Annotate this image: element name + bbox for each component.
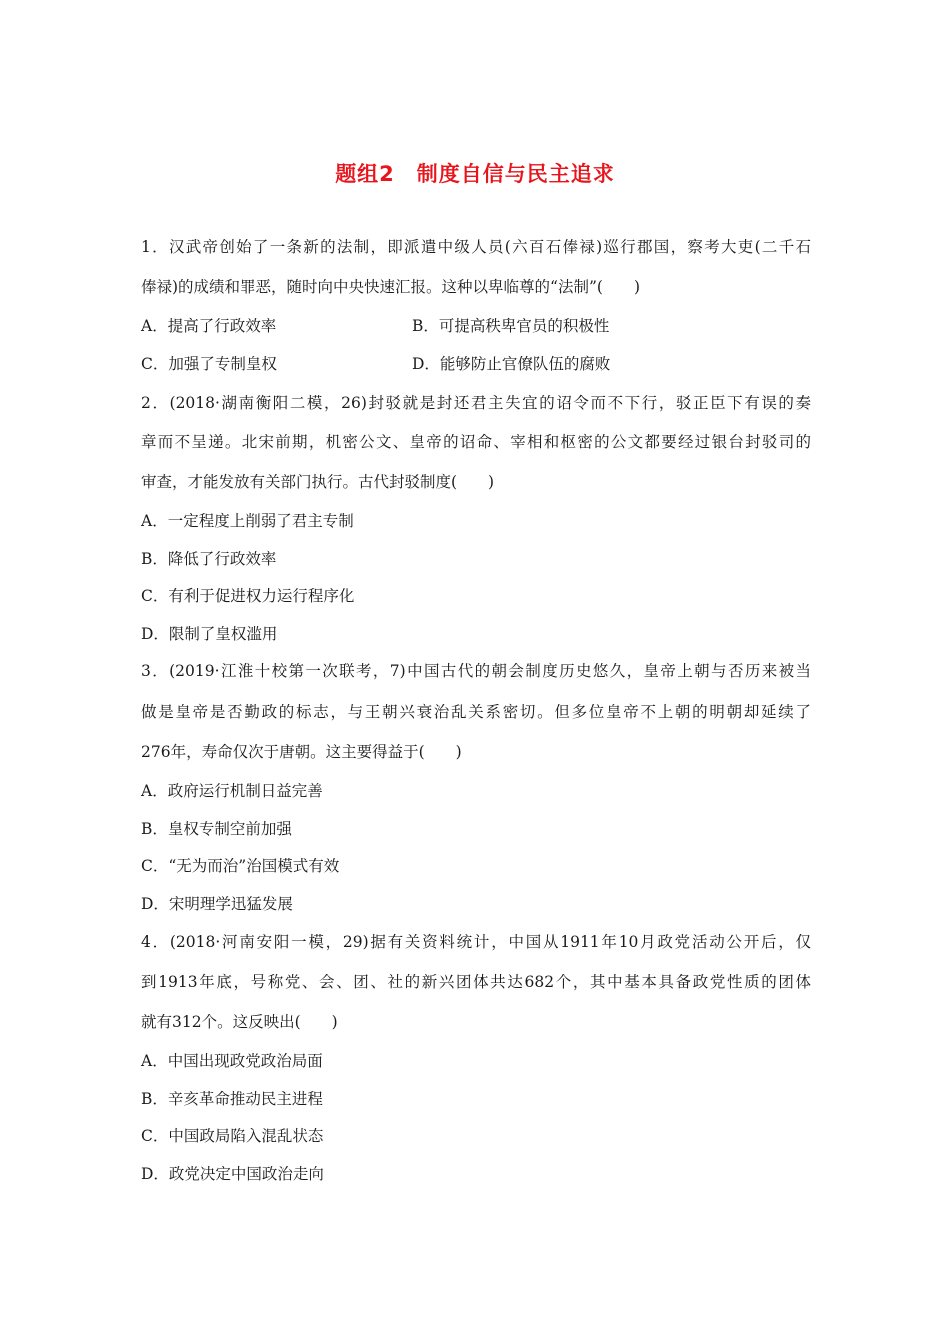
question-4-option-a: A．中国出现政党政治局面: [141, 1052, 323, 1070]
question-1-stem-line-1: 1．汉武帝创始了一条新的法制，即派遣中级人员(六百石俸禄)巡行郡国，察考大吏(二千石: [141, 238, 811, 256]
question-4-stem-line-2: 到1913年底，号称党、会、团、社的新兴团体共达682个，其中基本具备政党性质的团体: [141, 973, 811, 991]
question-1-stem-line-2: 俸禄)的成绩和罪恶，随时向中央快速汇报。这种以卑临尊的“法制”( ): [141, 278, 640, 296]
question-2-option-d: D．限制了皇权滥用: [141, 625, 278, 643]
question-3-option-d: D．宋明理学迅猛发展: [141, 895, 293, 913]
question-2-stem-line-1: 2．(2018·湖南衡阳二模，26)封驳就是封还君主失宜的诏令而不下行，驳正臣下有误的奏: [141, 394, 811, 412]
question-1-option-b: B．可提高秩卑官员的积极性: [412, 317, 610, 335]
question-3-option-b: B．皇权专制空前加强: [141, 820, 292, 838]
question-1-option-d: D．能够防止官僚队伍的腐败: [412, 355, 611, 373]
question-4-stem-line-3: 就有312个。这反映出( ): [141, 1013, 338, 1031]
question-2-option-a: A．一定程度上削弱了君主专制: [141, 512, 354, 530]
question-2-stem-line-3: 审查，才能发放有关部门执行。古代封驳制度( ): [141, 473, 495, 491]
question-4-option-c: C．中国政局陷入混乱状态: [141, 1127, 324, 1145]
question-1-option-a: A．提高了行政效率: [141, 317, 277, 335]
question-4-stem-line-1: 4．(2018·河南安阳一模，29)据有关资料统计，中国从1911年10月政党活动公开后，仅: [141, 933, 811, 951]
page-title: 题组2 制度自信与民主追求: [335, 162, 615, 186]
question-3-stem-line-3: 276年，寿命仅次于唐朝。这主要得益于( ): [141, 743, 462, 761]
question-3-stem-line-2: 做是皇帝是否勤政的标志，与王朝兴衰治乱关系密切。但多位皇帝不上朝的明朝却延续了: [141, 703, 811, 721]
question-1-option-c: C．加强了专制皇权: [141, 355, 277, 373]
question-2-stem-line-2: 章而不呈递。北宋前期，机密公文、皇帝的诏命、宰相和枢密的公文都要经过银台封驳司的: [141, 433, 811, 451]
question-3-stem-line-1: 3．(2019·江淮十校第一次联考，7)中国古代的朝会制度历史悠久，皇帝上朝与否历来被当: [141, 662, 811, 680]
question-4-option-b: B．辛亥革命推动民主进程: [141, 1090, 323, 1108]
question-2-option-b: B．降低了行政效率: [141, 550, 277, 568]
question-3-option-c: C．“无为而治”治国模式有效: [141, 857, 340, 875]
question-2-option-c: C．有利于促进权力运行程序化: [141, 587, 355, 605]
question-4-option-d: D．政党决定中国政治走向: [141, 1165, 324, 1183]
question-3-option-a: A．政府运行机制日益完善: [141, 782, 323, 800]
